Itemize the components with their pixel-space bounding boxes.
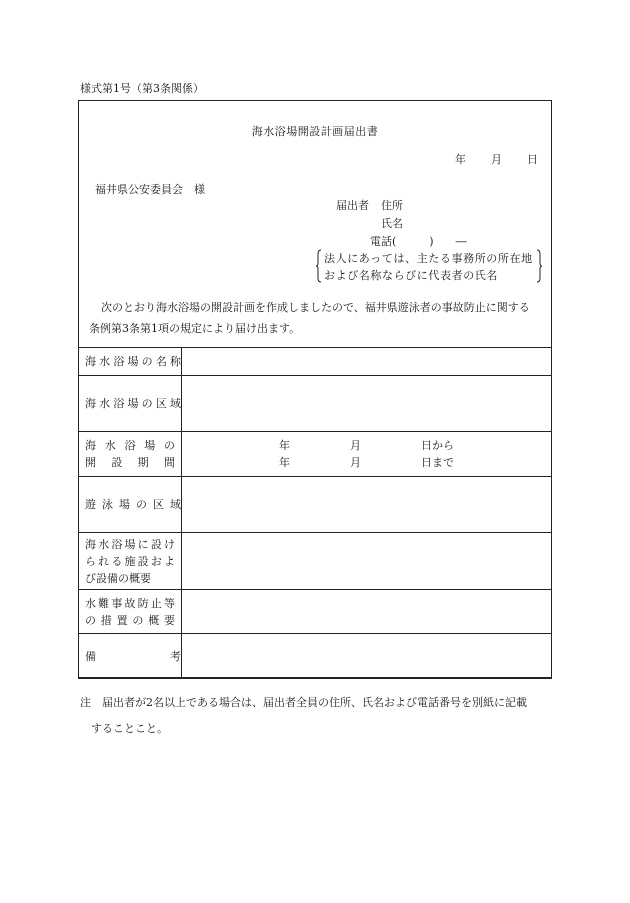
row-period-label [79, 432, 182, 477]
addressee: 福井県公安委員会 様 [95, 183, 205, 196]
row-swim-area-label: 遊泳場の区域 [79, 477, 182, 533]
row-swim-area-field[interactable] [182, 477, 552, 533]
row-name [79, 348, 552, 376]
body-line-2: 条例第3条第1項の規定により届け出ます。 [89, 322, 301, 335]
row-prevention [79, 590, 552, 634]
row-name-label: 海水浴場の名称 [79, 348, 182, 376]
row-facilities-label-line-3: び設備の概要 [85, 571, 151, 585]
period-to-day: 日まで [421, 456, 454, 469]
row-area [79, 376, 552, 432]
date-month-label: 月 [491, 153, 502, 166]
period-from-year: 年 [279, 439, 290, 452]
row-period-field[interactable] [182, 432, 552, 477]
row-prevention-label [79, 590, 182, 634]
applicant-label: 届出者 [336, 199, 369, 212]
form-table [78, 347, 552, 679]
row-prevention-label-line-1: 水難事故防止等 [85, 596, 175, 610]
form-title: 海水浴場開設計画届出書 [251, 125, 379, 138]
row-remarks-label: 備 考 [79, 634, 182, 679]
row-period-label-line-2: 開設期間 [85, 456, 175, 469]
row-name-field[interactable] [182, 348, 552, 376]
form-reference: 様式第1号（第3条関係） [80, 82, 204, 95]
form-frame [78, 100, 552, 678]
body-line-1: 次のとおり海水浴場の開設計画を作成しましたので、福井県遊泳者の事故防止に関する [101, 301, 530, 314]
corporate-note-line-2: および名称ならびに代表者の氏名 [324, 269, 498, 282]
period-from-day: 日から [421, 439, 454, 452]
row-remarks-field[interactable] [182, 634, 552, 679]
footnote-line-2: することこと。 [80, 722, 168, 735]
applicant-phone-label: 電話( ) ― [370, 235, 467, 248]
footnote [80, 690, 560, 742]
applicant-address-label: 住所 [381, 199, 403, 212]
row-area-field[interactable] [182, 376, 552, 432]
row-remarks [79, 634, 552, 679]
row-period-label-line-1: 海水浴場の [85, 439, 175, 452]
footnote-line-1: 注 届出者が2名以上である場合は、届出者全員の住所、氏名および電話番号を別紙に記載 [80, 696, 527, 709]
period-from-month: 月 [350, 439, 361, 452]
row-period [79, 432, 552, 477]
row-facilities-label [79, 533, 182, 590]
row-facilities-label-line-2: られる施設およ [85, 554, 175, 568]
date-day-label: 日 [527, 153, 538, 166]
date-year-label: 年 [455, 153, 466, 166]
row-facilities [79, 533, 552, 590]
row-prevention-label-line-2: の措置の概要 [85, 613, 175, 627]
right-brace-icon [536, 249, 542, 283]
period-to-year: 年 [279, 456, 290, 469]
left-brace-icon [316, 249, 322, 283]
period-to-month: 月 [350, 456, 361, 469]
corporate-note-line-1: 法人にあっては、主たる事務所の所在地 [324, 252, 533, 265]
row-facilities-label-line-1: 海水浴場に設け [85, 537, 175, 551]
row-facilities-field[interactable] [182, 533, 552, 590]
row-swim-area [79, 477, 552, 533]
row-area-label: 海水浴場の区域 [79, 376, 182, 432]
corporate-note-brace [316, 249, 542, 283]
row-prevention-field[interactable] [182, 590, 552, 634]
applicant-name-label: 氏名 [381, 217, 403, 230]
